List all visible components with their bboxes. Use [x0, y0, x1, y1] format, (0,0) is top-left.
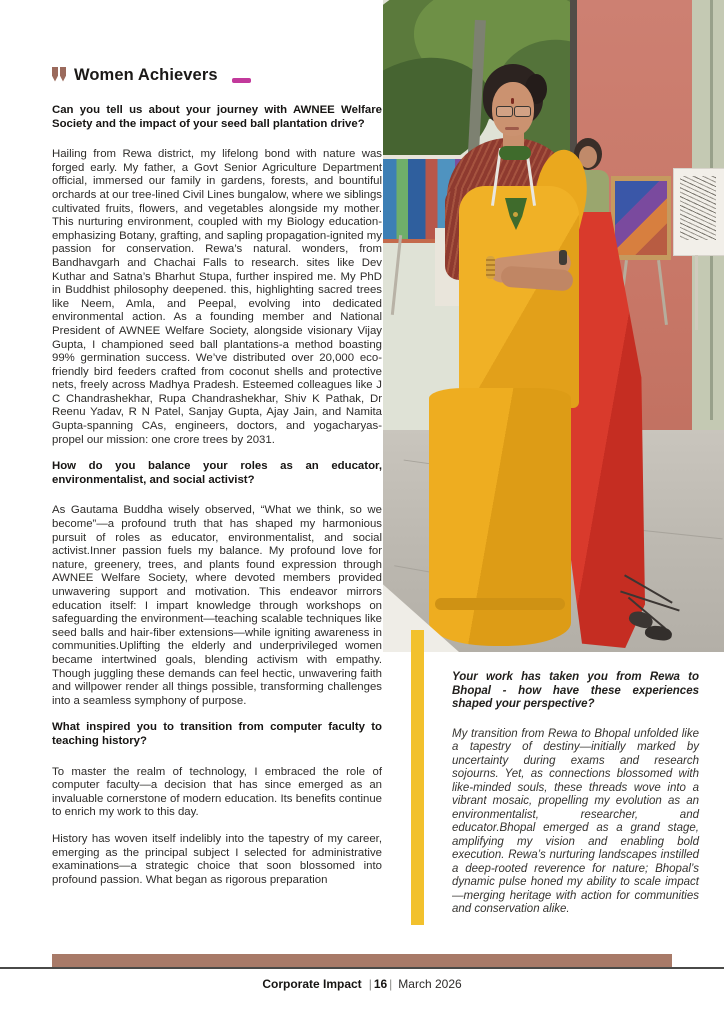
- wristwatch: [559, 250, 567, 265]
- question-2: How do you balance your roles as an educator, environmentalist, and social activist?: [52, 460, 382, 486]
- footer-page-number: 16: [373, 977, 388, 991]
- yellow-accent-bar: [411, 630, 424, 925]
- bindi: [511, 98, 514, 104]
- lips: [505, 127, 519, 130]
- footer-separator: |: [368, 977, 372, 991]
- footer-accent-bar: [52, 954, 672, 967]
- saree-hem: [435, 598, 565, 610]
- easel-leg: [391, 235, 402, 315]
- left-column: [52, 104, 382, 887]
- glasses: [514, 106, 531, 117]
- question-3: What inspired you to transition from computer faculty to teaching history?: [52, 721, 382, 747]
- quote-icon: [52, 67, 66, 82]
- question-1: Can you tell us about your journey with AWNEE Welfare Society and the impact of your seed ball plantation drive?: [52, 104, 382, 130]
- green-bead-collar: [499, 146, 531, 160]
- gold-bangles: [486, 256, 495, 279]
- right-column: [452, 671, 699, 917]
- footer-magazine-name: Corporate Impact: [262, 977, 362, 991]
- answer-4: My transition from Rewa to Bhopal unfolded like a tapestry of destiny—initially marked by uncertainty during exams and research sojourns. Yet, as connections blossomed with like-minded souls, these threads wove into a vibrant mosaic, propelling my evolution as an environmentalist, researcher, and educator.Bhopal emerged as a grand stage, amplifying my vision and enabling bold execution. Rewa’s nurturing landscapes instilled a deep-rooted reverence for nature; Bhopal’s dynamic pulse honed my ability to scale impact—merging heritage with action for communities and conservation alike.: [452, 727, 699, 915]
- footer: [0, 977, 724, 991]
- answer-3-paragraph-2: History has woven itself indelibly into the tapestry of my career, emerging as the principal subject I selected for administrative examinations—a strategic choice that soon blossomed into profound passion. What began as rigorous preparation: [52, 832, 382, 886]
- footer-issue-date: March 2026: [398, 977, 462, 991]
- section-title: Women Achievers: [74, 65, 218, 84]
- answer-2: As Gautama Buddha wisely observed, “What we think, so we become”—a profound truth that has shaped my harmonious pursuit of roles as educator, environmentalist, and social activist.Inner passion fuels my balance. My profound love for nature, greenery, trees, and plants found expression through AWNEE Welfare Society, where devoted members provided unwavering support and motivation. This endeavor mirrors education itself: I impart knowledge through workshops on safeguarding the environment—teaching scalable techniques like seed balls and hair-fiber extensions—while igniting awareness in communities.Uplifting the elderly and underprivileged women became intertwined goals, blending activism with empathy. Though juggling these demands can feel hectic, unwavering faith and willpower render all things possible, transforming challenges into a seamless symphony of purpose.: [52, 504, 382, 707]
- footer-divider-line: [0, 967, 724, 969]
- easel-sketch: [680, 176, 716, 240]
- question-4: Your work has taken you from Rewa to Bhopal - how have these experiences shaped your perspective?: [452, 671, 699, 710]
- footer-separator: |: [389, 977, 393, 991]
- interview-photo: [383, 0, 724, 652]
- section-header: [52, 63, 251, 87]
- accent-dash: [232, 78, 251, 83]
- pendant-center: [513, 212, 518, 217]
- answer-1: Hailing from Rewa district, my lifelong bond with nature was forged early. My father, a Govt Senior Agriculture Department official, immersed our family in gardens, forests, and bountiful orchards at our tree-lined Civil Lines bungalow, where we siblings cultivated fruits, flowers, and vegetables alongside my mother. This nurturing environment, coupled with my Biology education-emphasizing Botany, grafting, and sapling propagation-ignited my passion for conservation. Rewa’s natural. wonders, from Bandhavgarh and Chachai Falls to research. sites like Dev Kuthar and Satna’s Bharhut Stupa, further inspired me. My PhD in Buddhist philosophy deepened. this, highlighting sacred trees like Neem, Amla, and Peepal, evolving into dedicated environmental action. As a founding member and National President of AWNEE Welfare Society, alongside visionary Vijay Gupta, I championed seed ball plantations-a method boasting 99% germination success. We’ve distributed over 20,000 eco-friendly bird feeders crafted from coconut shells and protective nets, freely across Madhya Pradesh. Esteemed colleagues like J C Chandrashekhar, Rupa Chandrashekhar, Shiv K Pathak, Dr Reenu Yadav, R N Patel, Sanjay Gupta, Ajay Jain, and Namita Gupta-spanning CAs, engineers, doctors, and yogacharyas-propel our mission: one crore trees by 2031.: [52, 148, 382, 446]
- glasses: [496, 106, 513, 117]
- easel-leg: [695, 255, 698, 330]
- answer-3-paragraph-1: To master the realm of technology, I embraced the role of computer faculty—a decision that has since emerged as an invaluable cornerstone of modern education. Its benefits continue to enrich my work to this day.: [52, 765, 382, 819]
- easel-painting-right: [615, 181, 667, 255]
